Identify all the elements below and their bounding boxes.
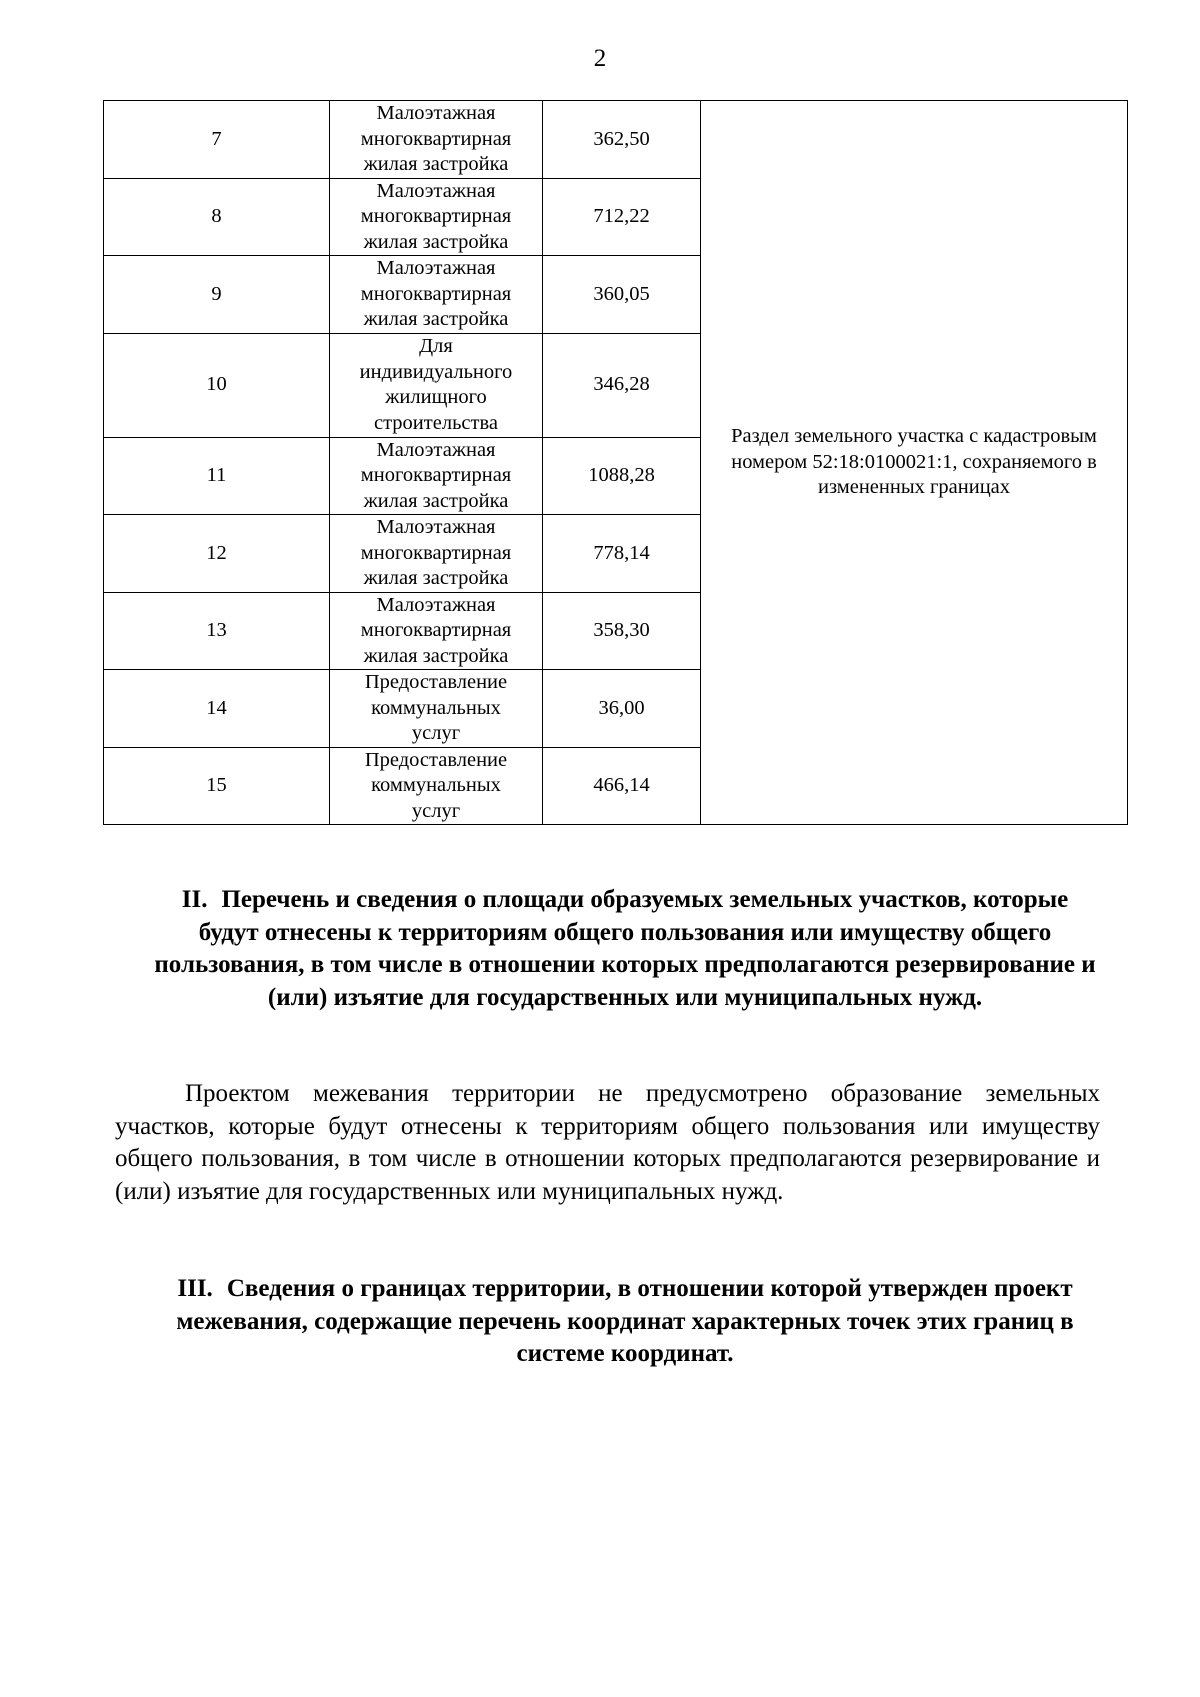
- plot-number: 12: [104, 515, 330, 593]
- section-2-number: II.: [181, 886, 208, 913]
- page-number: 2: [593, 45, 607, 72]
- permitted-use: Малоэтажная многоквартирная жилая застройка: [330, 437, 543, 515]
- section-3-title: Сведения о границах территории, в отношении которой утвержден проект межевания, содержащие перечень координат характерных точек этих границ в системе координат.: [176, 1275, 1074, 1367]
- plot-area: 466,14: [543, 747, 701, 825]
- section-2-heading: [150, 884, 1100, 1014]
- plot-area: 778,14: [543, 515, 701, 593]
- plot-number: 7: [104, 101, 330, 179]
- permitted-use: Малоэтажная многоквартирная жилая застройка: [330, 178, 543, 256]
- land-plots-table: [103, 100, 1128, 825]
- permitted-use: Малоэтажная многоквартирная жилая застройка: [330, 256, 543, 334]
- permitted-use: Предоставление коммунальных услуг: [330, 670, 543, 748]
- permitted-use: Для индивидуального жилищного строительства: [330, 333, 543, 437]
- plot-area: 358,30: [543, 592, 701, 670]
- table-row: [104, 101, 1128, 179]
- permitted-use: Малоэтажная многоквартирная жилая застройка: [330, 592, 543, 670]
- permitted-use: Предоставление коммунальных услуг: [330, 747, 543, 825]
- plot-number: 11: [104, 437, 330, 515]
- plot-area: 1088,28: [543, 437, 701, 515]
- plot-number: 15: [104, 747, 330, 825]
- plot-area: 362,50: [543, 101, 701, 179]
- plot-number: 9: [104, 256, 330, 334]
- section-2-title: Перечень и сведения о площади образуемых земельных участков, которые будут отнесены к территориям общего пользования или имуществу общего пользования, в том числе в отношении которых предполагаются резервирование и (или) изъятие для государственных или муниципальных нужд.: [154, 886, 1096, 1011]
- plot-area: 712,22: [543, 178, 701, 256]
- plot-area: 36,00: [543, 670, 701, 748]
- section-3-number: III.: [177, 1275, 213, 1302]
- plot-area: 346,28: [543, 333, 701, 437]
- plot-number: 8: [104, 178, 330, 256]
- plot-area: 360,05: [543, 256, 701, 334]
- permitted-use: Малоэтажная многоквартирная жилая застройка: [330, 101, 543, 179]
- plot-number: 10: [104, 333, 330, 437]
- plot-number: 13: [104, 592, 330, 670]
- section-2-body: Проектом межевания территории не предусмотрено образование земельных участков, которые будут отнесены к территориям общего пользования или имуществу общего пользования, в том числе в отношении которых предполагаются резервирование и (или) изъятие для государственных или муниципальных нужд.: [115, 1080, 1100, 1205]
- plot-number: 14: [104, 670, 330, 748]
- section-3-heading: [140, 1273, 1110, 1371]
- permitted-use: Малоэтажная многоквартирная жилая застройка: [330, 515, 543, 593]
- formation-method: Раздел земельного участка с кадастровым номером 52:18:0100021:1, сохраняемого в измененных границах: [701, 101, 1128, 825]
